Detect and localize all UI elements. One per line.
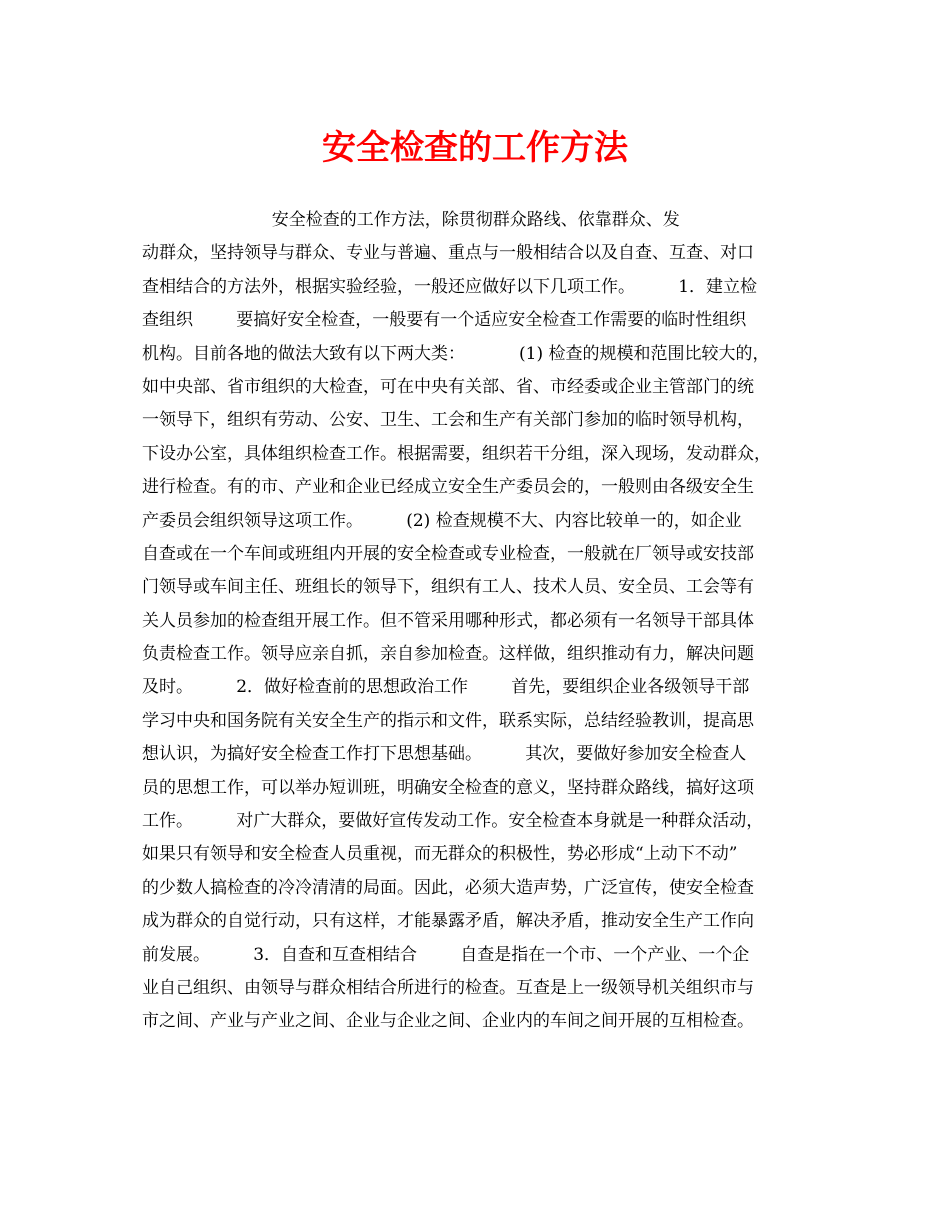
body-line: 进行检查。有的市、产业和企业已经成立安全生产委员会的，一般则由各级安全生 (142, 477, 754, 498)
document-title: 安全检查的工作方法 (322, 128, 628, 168)
body-line: 查相结合的方法外，根据实验经验，一般还应做好以下几项工作。 1．建立检 (142, 276, 758, 297)
body-line: 前发展。 3．自查和互查相结合 自查是指在一个市、一个产业、一个企 (142, 944, 750, 965)
body-line: 学习中央和国务院有关安全生产的指示和文件，联系实际，总结经验教训，提高思 (142, 710, 754, 731)
body-line: 自查或在一个车间或班组内开展的安全检查或专业检查，一般就在厂领导或安技部 (142, 543, 754, 564)
body-line: 如果只有领导和安全检查人员重视，而无群众的积极性，势必形成“上动下不动” (142, 844, 738, 865)
body-line: 的少数人搞检查的冷冷清清的局面。因此，必须大造声势，广泛宣传，使安全检查 (142, 877, 754, 898)
body-line: 一领导下，组织有劳动、公安、卫生、工会和生产有关部门参加的临时领导机构， (142, 410, 754, 431)
body-line: 工作。 对广大群众，要做好宣传发动工作。安全检查本身就是一种群众活动， (142, 811, 764, 832)
body-line: 成为群众的自觉行动，只有这样，才能暴露矛盾，解决矛盾，推动安全生产工作向 (142, 911, 754, 932)
body-line: 负责检查工作。领导应亲自抓，亲自参加检查。这样做，组织推动有力，解决问题 (142, 644, 754, 665)
document-body (142, 204, 814, 1039)
body-line: 机构。目前各地的做法大致有以下两大类： (1) 检查的规模和范围比较大的， (142, 343, 770, 364)
body-line: 如中央部、省市组织的大检查，可在中央有关部、省、市经委或企业主管部门的统 (142, 376, 754, 397)
body-line: 下设办公室，具体组织检查工作。根据需要，组织若干分组，深入现场，发动群众， (142, 443, 771, 464)
body-line: 查组织 要搞好安全检查，一般要有一个适应安全检查工作需要的临时性组织 (142, 310, 747, 331)
body-line: 产委员会组织领导这项工作。 (2) 检查规模不大、内容比较单一的，如企业 (142, 510, 742, 531)
body-line: 想认识，为搞好安全检查工作打下思想基础。 其次，要做好参加安全检查人 (142, 744, 747, 765)
body-line: 动群众，坚持领导与群众、专业与普遍、重点与一般相结合以及自查、互查、对口 (142, 243, 754, 264)
body-line: 安全检查的工作方法，除贯彻群众路线、依靠群众、发 (142, 210, 680, 230)
body-line: 业自己组织、由领导与群众相结合所进行的检查。互查是上一级领导机关组织市与 (142, 977, 754, 998)
body-line: 员的思想工作，可以举办短训班，明确安全检查的意义，坚持群众路线，搞好这项 (142, 777, 754, 798)
body-line: 及时。 2．做好检查前的思想政治工作 首先，要组织企业各级领导干部 (142, 677, 750, 698)
body-line: 门领导或车间主任、班组长的领导下，组织有工人、技术人员、安全员、工会等有 (142, 577, 754, 598)
body-line: 关人员参加的检查组开展工作。但不管采用哪种形式，都必须有一名领导干部具体 (142, 610, 754, 631)
body-line: 市之间、产业与产业之间、企业与企业之间、企业内的车间之间开展的互相检查。 (142, 1011, 754, 1032)
